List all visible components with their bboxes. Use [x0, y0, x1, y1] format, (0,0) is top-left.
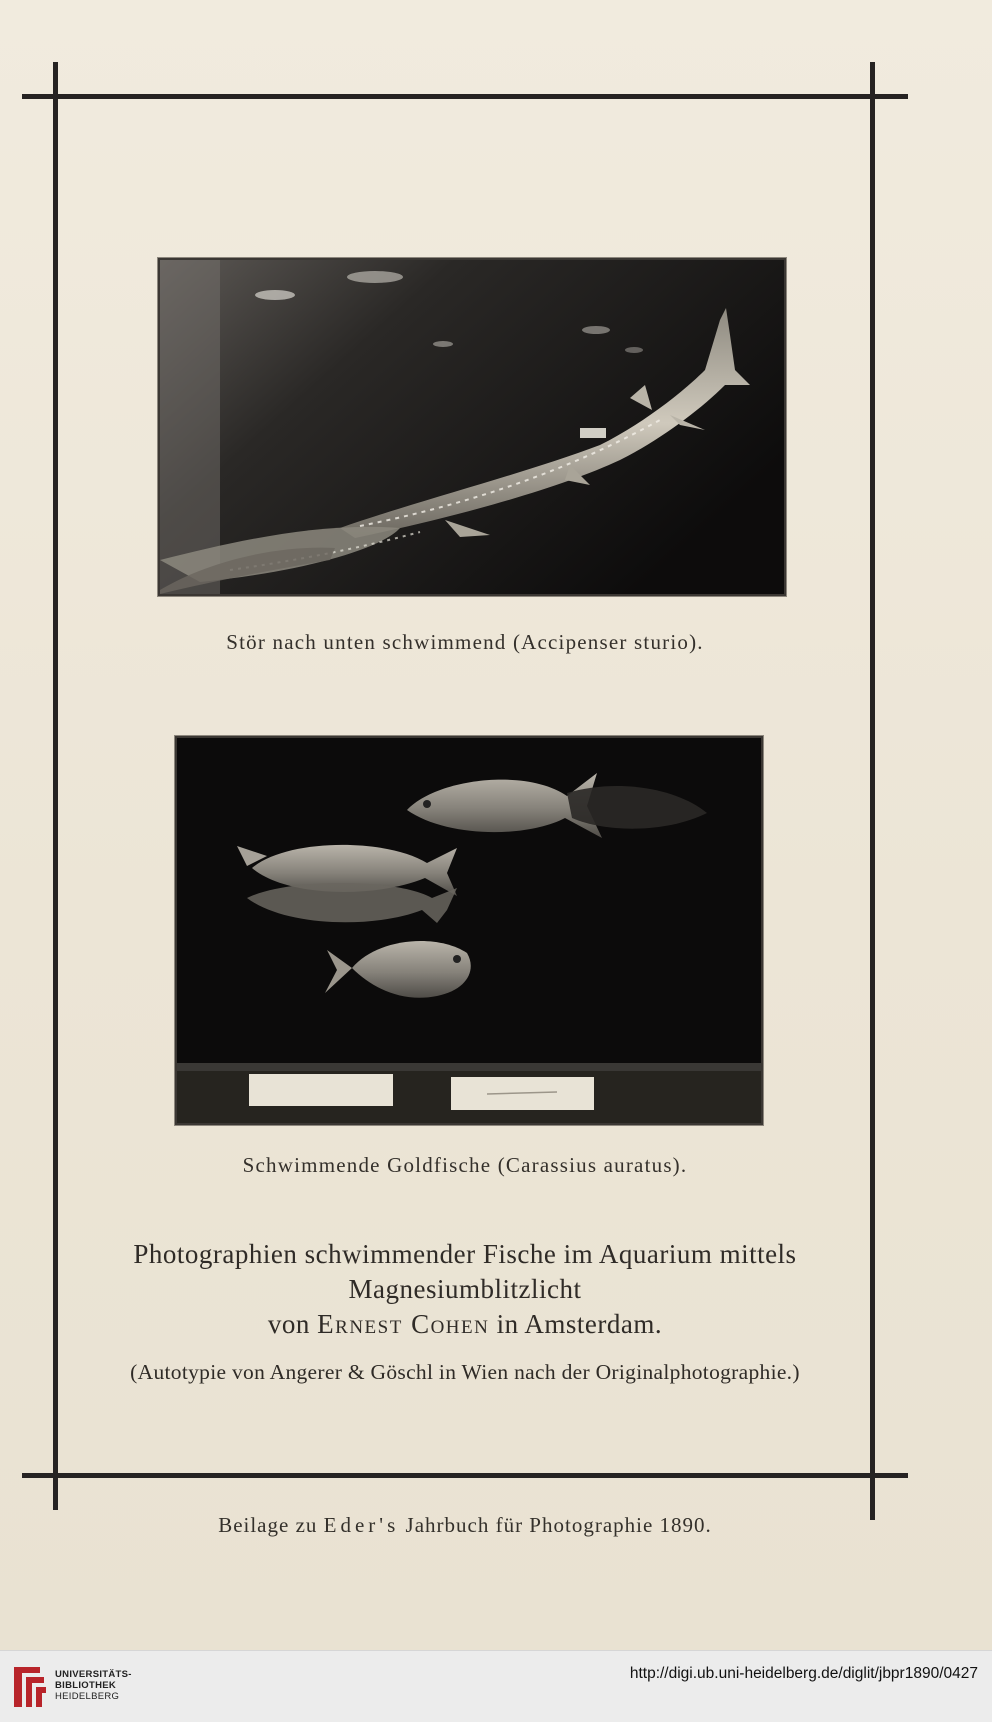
supplement-name: Eder's — [323, 1513, 400, 1537]
title-line3-prefix: von — [267, 1309, 310, 1339]
reproduction-credit: (Autotypie von Angerer & Göschl in Wien nach der Originalphotographie.) — [130, 1360, 800, 1384]
frame-rule-left — [53, 62, 58, 1510]
supplement-note — [60, 1513, 870, 1538]
supplement-suffix: Jahrbuch für Photographie 1890. — [405, 1513, 712, 1537]
permalink-url[interactable]: http://digi.ub.uni-heidelberg.de/diglit/jbpr1890/0427 — [629, 1665, 978, 1682]
title-line3-suffix: in Amsterdam. — [496, 1309, 663, 1339]
plate-title-line-1: Photographien schwimmender Fische im Aquarium mittels — [133, 1239, 797, 1269]
ub-heidelberg-logo-icon — [10, 1663, 48, 1709]
supplement-prefix: Beilage zu — [218, 1513, 318, 1537]
author-name: Ernest Cohen — [317, 1309, 490, 1339]
frame-rule-right — [870, 62, 875, 1520]
library-name-line-1: UNIVERSITÄTS- — [55, 1669, 132, 1680]
plate-title-line-3 — [60, 1307, 870, 1341]
frame-rule-bottom — [22, 1473, 908, 1478]
frame-rule-top — [22, 94, 908, 99]
plate-title-line-2: Magnesiumblitzlicht — [348, 1274, 582, 1304]
goldfish-caption: Schwimmende Goldfische (Carassius auratus). — [242, 1153, 688, 1177]
sturgeon-photograph — [158, 258, 786, 596]
library-footer-bar — [0, 1650, 992, 1722]
library-name-line-3: HEIDELBERG — [55, 1691, 120, 1702]
goldfish-photograph — [175, 736, 763, 1125]
sturgeon-caption: Stör nach unten schwimmend (Accipenser sturio). — [226, 630, 704, 654]
library-name — [55, 1669, 132, 1702]
library-name-line-2: BIBLIOTHEK — [55, 1680, 117, 1691]
